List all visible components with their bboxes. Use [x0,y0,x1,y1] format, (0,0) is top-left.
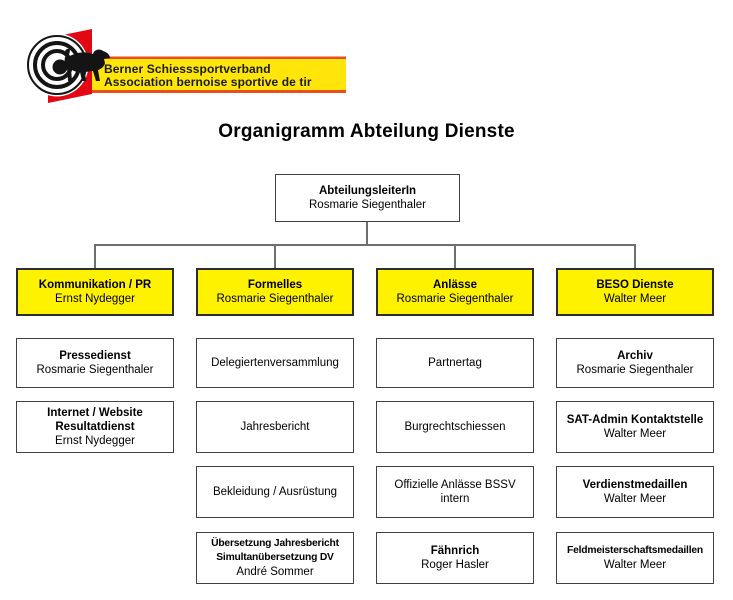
cell-subtitle: Resultatdienst [55,421,135,433]
cell-person: André Sommer [236,566,314,578]
cell-title: Delegiertenversammlung [211,357,339,369]
dept-person: Rosmarie Siegenthaler [396,293,514,305]
connector-drop-beso [634,246,636,268]
cell-title: Partnertag [428,357,482,369]
cell-title: Fähnrich [430,545,480,557]
cell-uebersetzung-jahresbericht [196,532,354,584]
cell-archiv [556,338,714,388]
root-role: AbteilungsleiterIn [318,185,417,197]
dept-person: Walter Meer [603,293,667,305]
connector-horizontal [94,244,636,246]
root-person: Rosmarie Siegenthaler [309,199,426,211]
cell-title: Internet / Website [47,407,143,419]
cell-title: Übersetzung Jahresbericht [211,538,339,549]
cell-pressedienst [16,338,174,388]
cell-jahresbericht [196,401,354,453]
cell-title: Archiv [617,350,653,362]
dept-header-kommunikation [16,268,174,316]
dept-header-beso-dienste [556,268,714,316]
cell-title: Jahresbericht [240,421,310,433]
dept-person: Rosmarie Siegenthaler [216,293,334,305]
bssv-logo [20,26,356,108]
connector-root-vertical [366,222,368,246]
cell-title: Pressedienst [59,350,131,362]
cell-person: Roger Hasler [421,559,489,571]
cell-person: Walter Meer [603,428,667,440]
dept-title: Kommunikation / PR [38,279,152,291]
cell-title: SAT-Admin Kontaktstelle [566,414,704,426]
dept-title: Anlässe [432,279,478,291]
connector-drop-formelles [274,246,276,268]
cell-subtitle: Simultanübersetzung DV [216,552,334,563]
cell-bekleidung-ausruestung [196,466,354,518]
page-title: Organigramm Abteilung Dienste [218,121,515,142]
cell-sat-admin-kontaktstelle [556,401,714,453]
cell-person: Rosmarie Siegenthaler [36,364,154,376]
cell-title: Offizielle Anlässe BSSV [394,479,516,491]
dept-header-formelles [196,268,354,316]
org-name-french: Association bernoise sportive de tir [104,75,312,89]
cell-title: Feldmeisterschaftsmedaillen [567,545,703,556]
cell-person: Rosmarie Siegenthaler [576,364,694,376]
cell-person: Ernst Nydegger [55,435,135,447]
cell-faehnrich [376,532,534,584]
dept-header-anlaesse [376,268,534,316]
dept-title: BESO Dienste [596,279,674,291]
cell-title: Verdienstmedaillen [582,479,688,491]
cell-verdienstmedaillen [556,466,714,518]
root-box-abteilungsleiterin [275,174,460,222]
cell-title: Burgrechtschiessen [404,421,506,433]
cell-title: Bekleidung / Ausrüstung [212,486,338,498]
cell-burgrechtschiessen [376,401,534,453]
cell-subtitle: intern [440,493,470,505]
banner-bottom-border [88,90,346,93]
cell-partnertag [376,338,534,388]
org-name-german: Berner Schiesssportverband [104,62,271,76]
cell-offizielle-anlaesse [376,466,534,518]
cell-person: Walter Meer [603,493,667,505]
cell-feldmeisterschaftsmedaillen [556,532,714,584]
cell-person: Walter Meer [603,559,667,571]
cell-internet-website [16,401,174,453]
connector-drop-kommunikation [94,246,96,268]
dept-title: Formelles [247,279,303,291]
dept-person: Ernst Nydegger [55,293,135,305]
cell-delegiertenversammlung [196,338,354,388]
connector-drop-anlaesse [454,246,456,268]
